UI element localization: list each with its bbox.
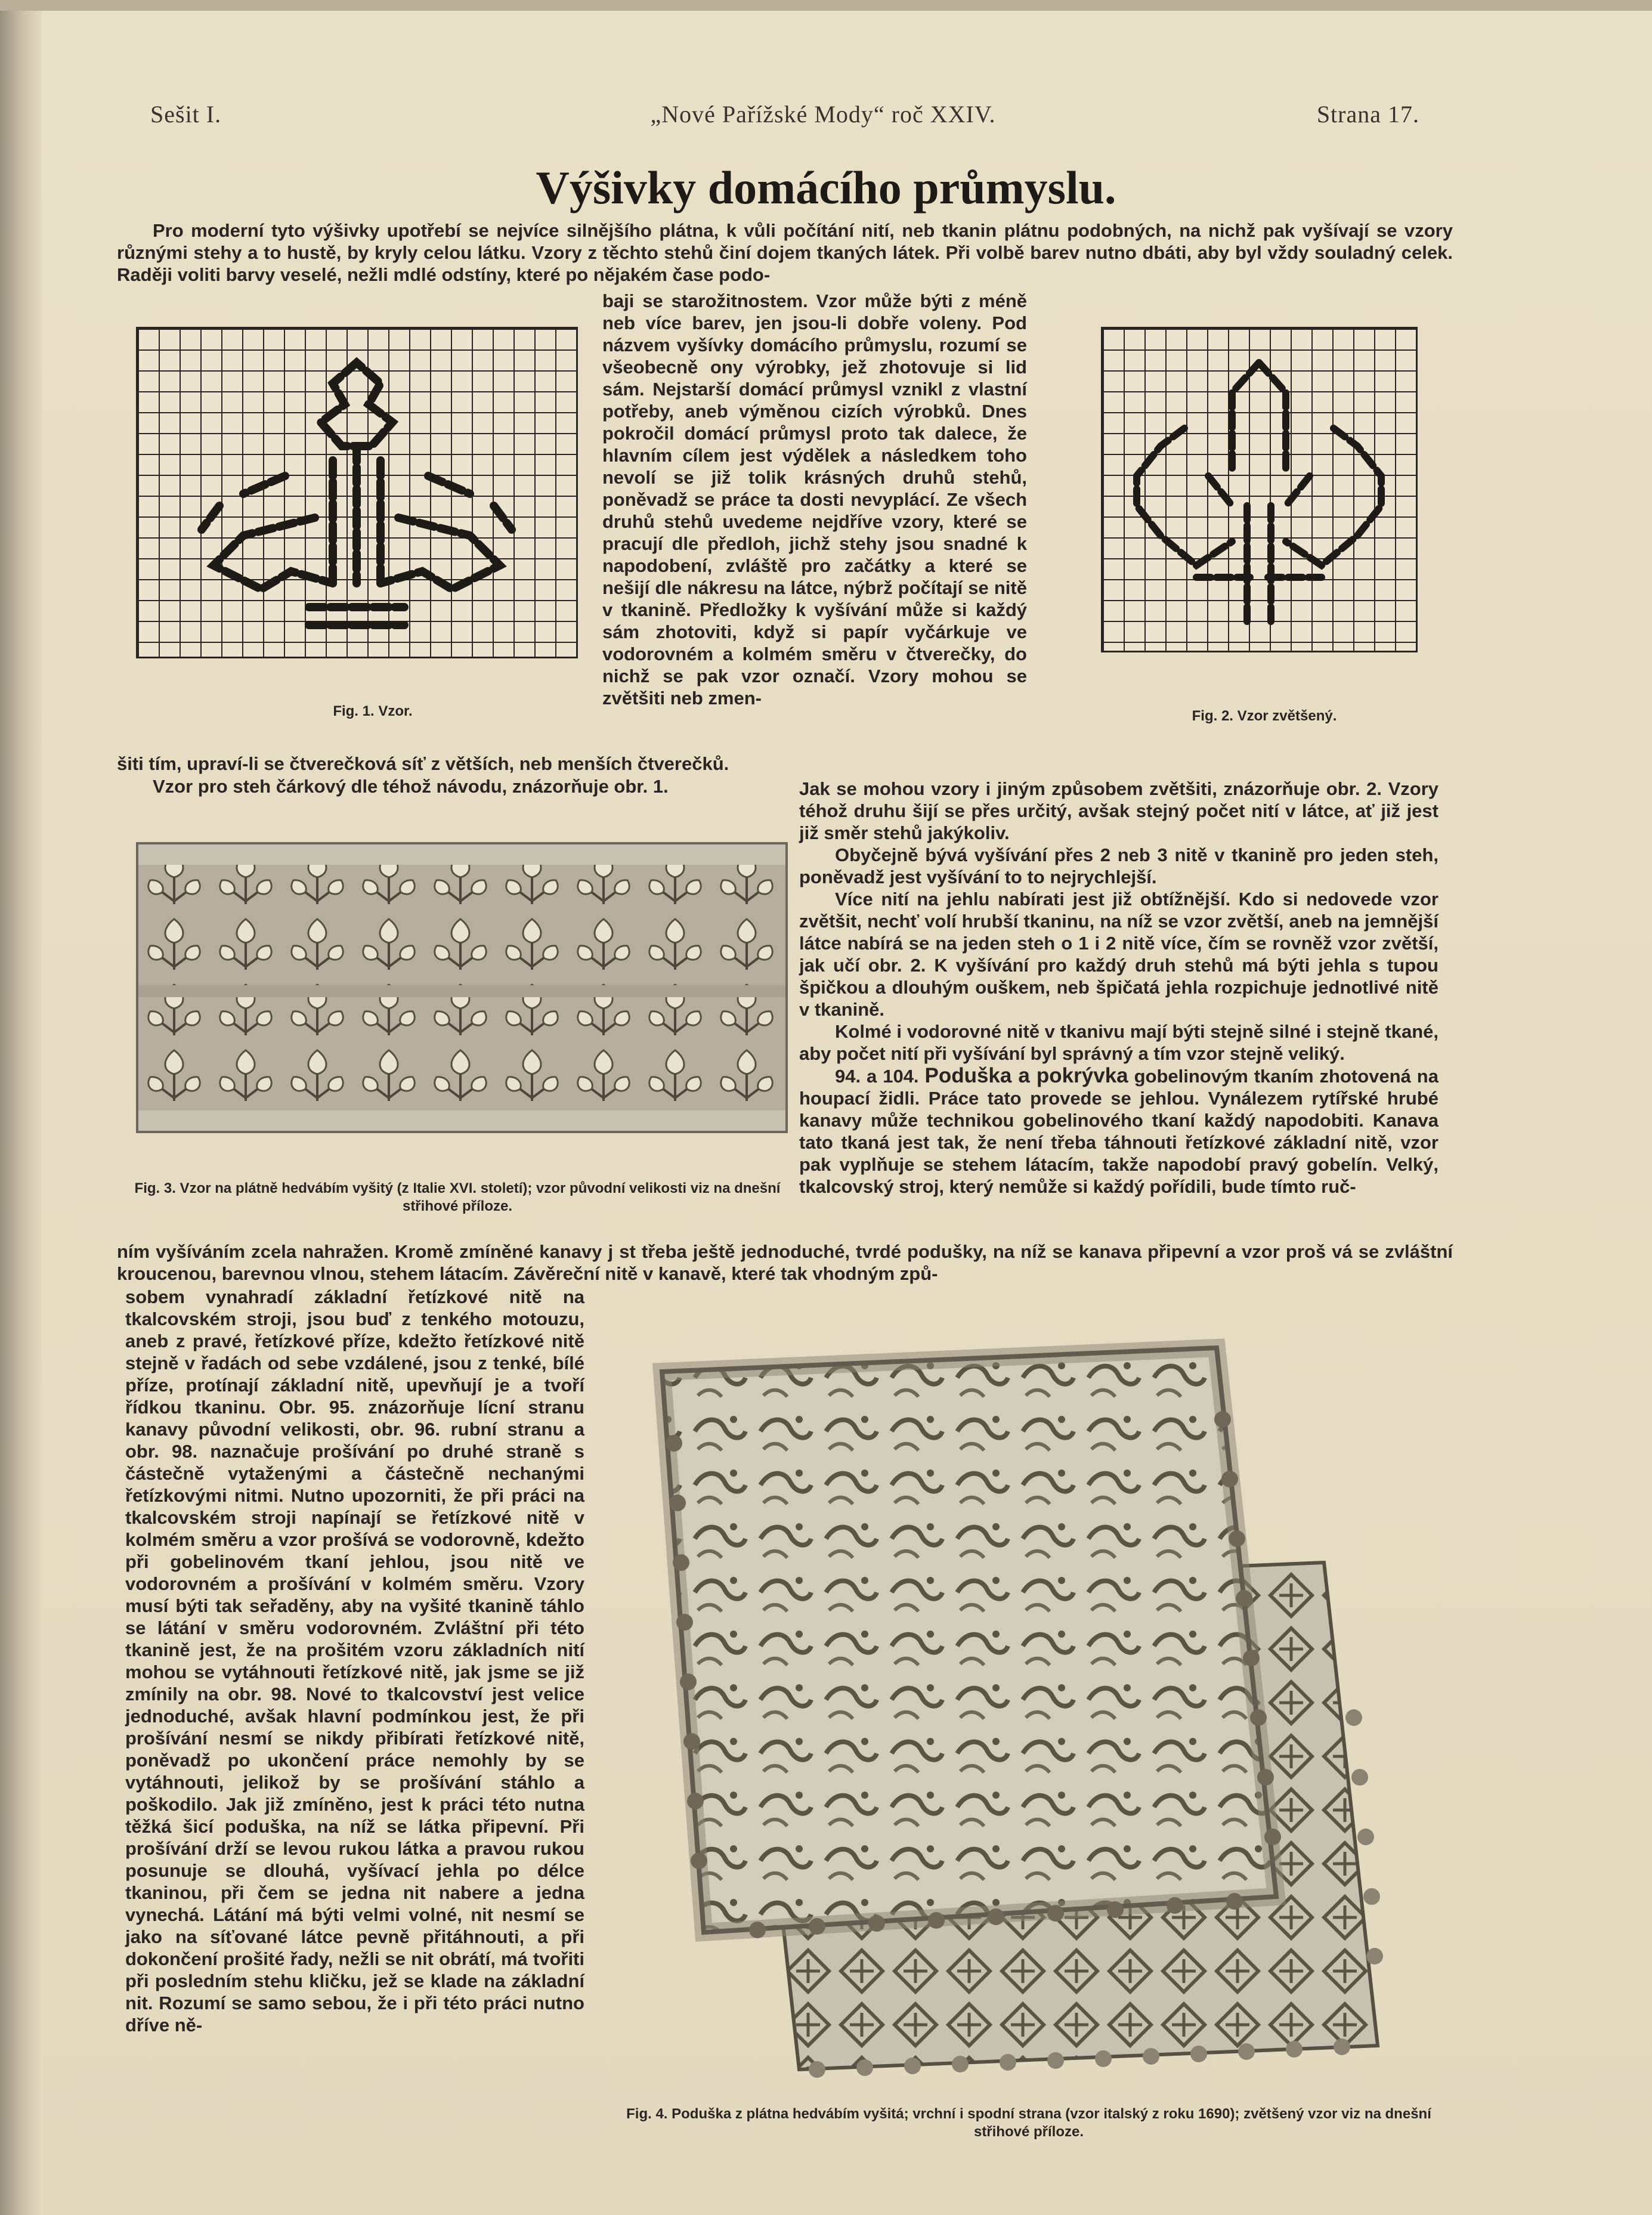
fullwidth-line-1-text: šiti tím, upraví-li se čtverečková síť z větších, neb menších čtverečků. (117, 753, 729, 774)
header-left: Sešit I. (150, 101, 222, 128)
right-paragraph-5 (799, 1065, 1438, 1198)
fullwidth-line-2-text: Vzor pro steh čárkový dle téhož návodu, znázorňuje obr. 1. (153, 776, 669, 797)
fig3-pattern (138, 844, 785, 1131)
fig2-caption: Fig. 2. Vzor zvětšený. (1192, 708, 1337, 724)
fullwidth-block-3-text: ním vyšíváním zcela nahražen. Kromě zmíněné kanavy j st třeba ještě jednoduché, tvrdé podušky, na níž se kanava připevní a vzor proš vá se zvláštní kroucenou, barevnou vlnou, stehem látacím. Závěreční nitě v kanavě, které tak vhodným způ- (117, 1241, 1453, 1284)
right-paragraph-4: Kolmé i vodorovné nitě v tkanivu mají býti stejně silné i stejně tkané, aby počet nití při vyšívání byl správný a tím vzor stejně veliký. (799, 1021, 1438, 1064)
fig4-cushion-photo (620, 1300, 1449, 2087)
fig3-embroidery-photo (136, 842, 788, 1133)
fig1-caption: Fig. 1. Vzor. (333, 703, 413, 719)
intro-text: Pro moderní tyto výšivky upotřebí se nejvíce silnějšího plátna, k vůli počítání nití, neb tkanin plátnu podobných, na nichž pak vyšívají se vzory různými stehy a to hustě, by kryly celou látku. Vzory z těchto stehů činí dojem tkaných látek. Při volbě barev nutno dbáti, aby byl vždy souladný celek. Raději voliti barvy veselé, nežli mdlé odstíny, které po nějakém čase podo- (117, 220, 1453, 285)
header-right: Strana 17. (1316, 101, 1419, 128)
left-bottom-column (125, 1286, 584, 2036)
left-bottom-text: sobem vynahradí základní řetízkové nitě na tkalcovském stroji, jsou buď z tenkého motouzu, aneb z pravé, řetízkové příze, kdežto řetízkové nitě stejně v řadách od sebe vzdálené, jsou z tenké, bílé příze, protínají základní nitě, upevňují je a tvoří řídkou tkaninu. Obr. 95. znázorňuje lícní stranu kanavy původní velikosti, obr. 96. rubní stranu a obr. 98. naznačuje prošívání po druhé straně s částečně vytaženými a částečně nechanými řetízkovými nitmi. Nutno upozorniti, že při práci na tkalcovském stroji napínají se řetízkové nitě v kolmém směru a vzor prošívá se vodorovně, kdežto při gobelinovém tkaní jehlou, jsou nitě ve vodorovném a prošívání v kolmém směru. Vzory musí býti tak seřaděny, aby na vyšité tkanině táhlo se látání v směru vodorovném. Zvláštní při této tkanině jest, že na prošitém vzoru základních nití mohou se vytáhnouti řetízkové nitě, jak jsme se již zmínily na obr. 98. Nové to tkalcovství jest velice jednoduché, avšak hlavní podmínkou jest, že při prošívání nesmí se nikdy přibírati řetízkové nitě, poněvadž po ukončení práce nemohly by se vytáhnouti, jelikož by se prošívání stáhlo a poškodilo. Jak již zmíněno, jest k práci této nutna těžká šicí poduška, na níž se látka připevní. Při prošívání drží se levou rukou látka a pravou rukou posunuje se dlouhá, vyšívací jehla po délce tkaninou, při čem se jedna nit nabere a jedna vynechá. Látání má býti velmi volné, nit nesmí se jako na síťované látce pevně přitáhnouti, a při dokončení prošité řady, nežli se nit obrátí, má tvořiti při posledním stehu kličku, jež se klade na základní nit. Rozumí se samo sebou, že i při této práci nutno dříve ně- (125, 1286, 584, 2035)
top-edge (0, 0, 1652, 11)
fig4-caption: Fig. 4. Poduška z plátna hedvábím vyšitá; vrchní i spodní strana (vzor italský z roku 1690); zvětšený vzor viz na dnešní střihové příloze. (626, 2106, 1431, 2140)
fullwidth-block-3 (117, 1240, 1453, 1285)
fig1-pattern (136, 327, 578, 658)
right-column-1 (799, 778, 1438, 1198)
right-paragraph-3: Více nití na jehlu nabírati jest již obtížnější. Kdo si nedovede vzor zvětšit, nechť volí hrubší tkaninu, na níž se vzor zvětší, aneb na jemnější látce nabírá se na jeden steh o 1 i 2 nitě více, čím se rovněž vzor zvětší, jak učí obr. 2. K vyšívání pro každý druh stehů má býti jehla s tupou špičkou a dlouhým ouškem, neb špičatá jehla rozpichuje jednotlivé nitě v tkanině. (799, 889, 1438, 1020)
fig3-caption: Fig. 3. Vzor na plátně hedvábím vyšitý (z Italie XVI. století); vzor původní velikosti viz na dnešní střihové příloze. (134, 1180, 781, 1214)
item-number: 94. a 104. (835, 1066, 919, 1087)
fullwidth-line-2 (117, 775, 767, 797)
header-center: „Nové Pařížské Mody“ roč XXIV. (650, 101, 996, 128)
center-column (602, 290, 1027, 709)
right-paragraph-2: Obyčejně bývá vyšívání přes 2 neb 3 nitě v tkanině pro jeden steh, poněvadž jest vyšívání to to nejrychlejší. (799, 844, 1438, 887)
fig2-pattern (1101, 327, 1418, 652)
article-title: Výšivky domácího průmyslu. (536, 162, 1116, 214)
right-paragraph-1: Jak se mohou vzory i jiným způsobem zvětšiti, znázorňuje obr. 2. Vzory téhož druhu šijí se přes určitý, avšak stejný počet nití v látce, ať již jest již směr stehů jakýkoliv. (799, 778, 1438, 843)
item-description: gobelinovým tkaním zhotovená na houpací židli. Práce tato provede se jehlou. Vynálezem rytířské hrubé kanavy může technikou gobelinového tkaní každý napodobiti. Kanava tato tkaná jest tak, že není třeba táhnouti řetízkové základní nitě, vzor pak vyplňuje se stehem látacím, takže napodobí pravý gobelín. Velký, tkalcovský stroj, který nemůže si každý pořídili, bude tímto ruč- (799, 1066, 1438, 1197)
item-title: Poduška a pokrývka (924, 1064, 1128, 1087)
fullwidth-line-1 (117, 753, 1035, 775)
center-column-text: baji se starožitnostem. Vzor může býti z méně neb více barev, jen jsou-li dobře voleny. Pod názvem vyšívky domácího průmyslu, rozumí se všeobecně ony výrobky, jež zhotovuje si lid sám. Nejstarší domácí průmysl vznikl z vlastní potřeby, aneb výměnou cizích výrobků. Dnes pokročil domácí průmysl proto tak dalece, že hlavním cílem jest výdělek a následkem toho nevolí se již tolik krásných druhů stehů, poněvadž se práce ta dosti nevyplácí. Ze všech druhů stehů uvedeme nejdříve vzory, které se pracují dle předloh, jichž stehy jsou snadné k napodobení, zvláště pro začátky a které se nešijí dle nákresu na látce, nýbrž počítají se nitě v tkanině. Předložky k vyšívání může si každý sám zhotoviti, když si papír vyčárkuje ve vodorovném a kolmém směru v čtverečky, do nichž se pak vzor označí. Vzory mohou se zvětšiti neb zmen- (602, 290, 1027, 709)
intro-paragraph (117, 219, 1453, 286)
binding-edge (0, 0, 42, 2215)
